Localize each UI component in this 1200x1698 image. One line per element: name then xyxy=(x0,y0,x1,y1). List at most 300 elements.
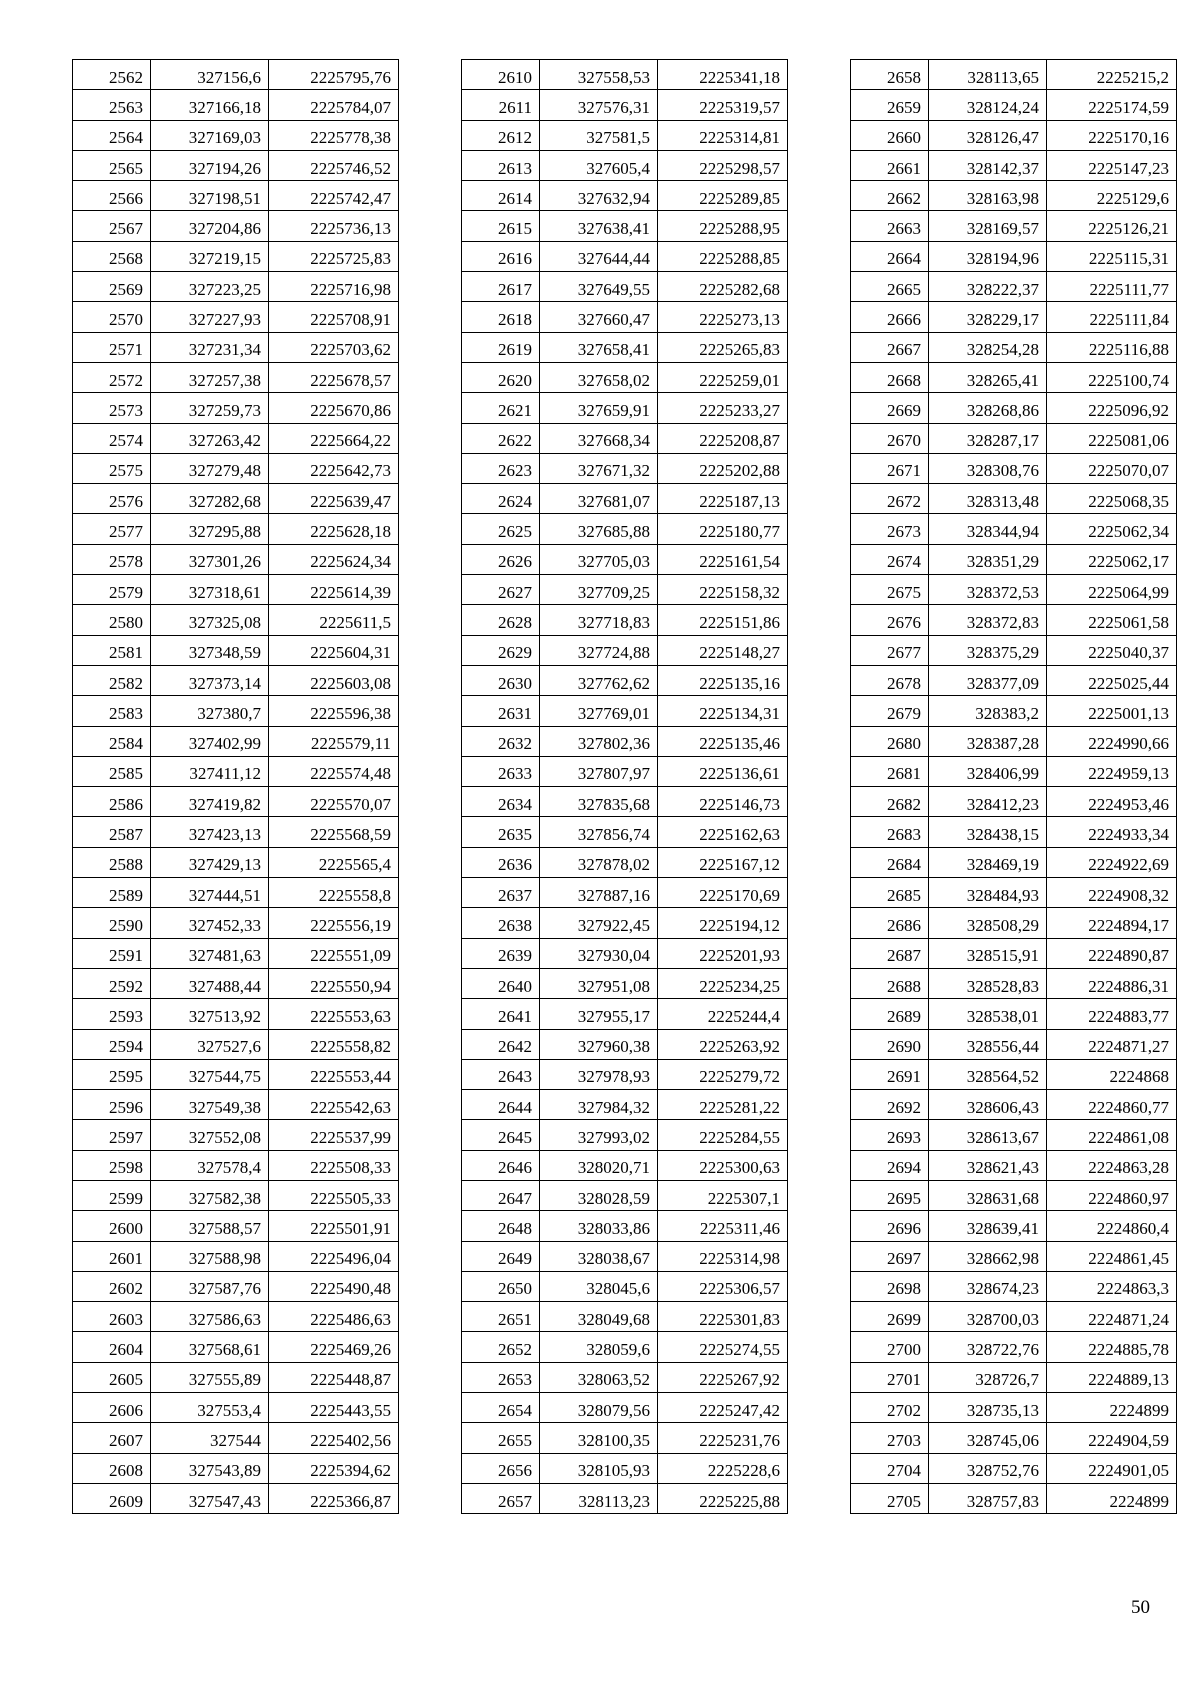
x-coordinate-cell: 327588,57 xyxy=(151,1211,269,1241)
x-coordinate-cell: 327402,99 xyxy=(151,726,269,756)
y-coordinate-cell: 2225231,76 xyxy=(658,1423,788,1453)
table-row xyxy=(462,726,788,756)
y-coordinate-cell: 2225081,06 xyxy=(1047,423,1177,453)
x-coordinate-cell: 328045,6 xyxy=(540,1271,658,1301)
point-number-cell: 2684 xyxy=(851,847,929,877)
x-coordinate-cell: 327955,17 xyxy=(540,999,658,1029)
y-coordinate-cell: 2225180,77 xyxy=(658,514,788,544)
table-row xyxy=(73,999,399,1029)
point-number-cell: 2597 xyxy=(73,1120,151,1150)
x-coordinate-cell: 328038,67 xyxy=(540,1241,658,1271)
table-row xyxy=(73,1302,399,1332)
point-number-cell: 2676 xyxy=(851,605,929,635)
y-coordinate-cell: 2225664,22 xyxy=(269,423,399,453)
table-row xyxy=(851,241,1177,271)
table-row xyxy=(851,1120,1177,1150)
point-number-cell: 2662 xyxy=(851,181,929,211)
table-row xyxy=(462,120,788,150)
y-coordinate-cell: 2225170,69 xyxy=(658,878,788,908)
table-row xyxy=(851,1241,1177,1271)
x-coordinate-cell: 327555,89 xyxy=(151,1362,269,1392)
y-coordinate-cell: 2225314,98 xyxy=(658,1241,788,1271)
table-row xyxy=(73,120,399,150)
y-coordinate-cell: 2225742,47 xyxy=(269,181,399,211)
x-coordinate-cell: 327835,68 xyxy=(540,787,658,817)
table-row xyxy=(851,1150,1177,1180)
point-number-cell: 2665 xyxy=(851,272,929,302)
point-number-cell: 2563 xyxy=(73,90,151,120)
x-coordinate-cell: 328508,29 xyxy=(929,908,1047,938)
table-row xyxy=(851,211,1177,241)
point-number-cell: 2702 xyxy=(851,1393,929,1423)
x-coordinate-cell: 327644,44 xyxy=(540,241,658,271)
point-number-cell: 2587 xyxy=(73,817,151,847)
y-coordinate-cell: 2225282,68 xyxy=(658,272,788,302)
y-coordinate-cell: 2225202,88 xyxy=(658,453,788,483)
table-row xyxy=(73,968,399,998)
y-coordinate-cell: 2225703,62 xyxy=(269,332,399,362)
point-number-cell: 2705 xyxy=(851,1483,929,1513)
table-row xyxy=(462,1241,788,1271)
x-coordinate-cell: 327930,04 xyxy=(540,938,658,968)
point-number-cell: 2635 xyxy=(462,817,540,847)
table-row xyxy=(462,1423,788,1453)
point-number-cell: 2577 xyxy=(73,514,151,544)
y-coordinate-cell: 2225001,13 xyxy=(1047,696,1177,726)
y-coordinate-cell: 2225126,21 xyxy=(1047,211,1177,241)
x-coordinate-cell: 327169,03 xyxy=(151,120,269,150)
point-number-cell: 2627 xyxy=(462,575,540,605)
point-number-cell: 2593 xyxy=(73,999,151,1029)
x-coordinate-cell: 327231,34 xyxy=(151,332,269,362)
x-coordinate-cell: 328377,09 xyxy=(929,665,1047,695)
x-coordinate-cell: 327380,7 xyxy=(151,696,269,726)
point-number-cell: 2686 xyxy=(851,908,929,938)
point-number-cell: 2656 xyxy=(462,1453,540,1483)
x-coordinate-cell: 328313,48 xyxy=(929,484,1047,514)
point-number-cell: 2584 xyxy=(73,726,151,756)
x-coordinate-cell: 328268,86 xyxy=(929,393,1047,423)
x-coordinate-cell: 327632,94 xyxy=(540,181,658,211)
point-number-cell: 2565 xyxy=(73,150,151,180)
x-coordinate-cell: 328126,47 xyxy=(929,120,1047,150)
point-number-cell: 2690 xyxy=(851,1029,929,1059)
x-coordinate-cell: 327856,74 xyxy=(540,817,658,847)
point-number-cell: 2592 xyxy=(73,968,151,998)
x-coordinate-cell: 328033,86 xyxy=(540,1211,658,1241)
y-coordinate-cell: 2225558,8 xyxy=(269,878,399,908)
x-coordinate-cell: 327444,51 xyxy=(151,878,269,908)
y-coordinate-cell: 2225486,63 xyxy=(269,1302,399,1332)
x-coordinate-cell: 328606,43 xyxy=(929,1090,1047,1120)
point-number-cell: 2605 xyxy=(73,1362,151,1392)
table-row xyxy=(851,878,1177,908)
x-coordinate-cell: 327513,92 xyxy=(151,999,269,1029)
y-coordinate-cell: 2225307,1 xyxy=(658,1180,788,1210)
point-number-cell: 2659 xyxy=(851,90,929,120)
x-coordinate-cell: 327411,12 xyxy=(151,756,269,786)
y-coordinate-cell: 2224883,77 xyxy=(1047,999,1177,1029)
table-row xyxy=(462,999,788,1029)
x-coordinate-cell: 327481,63 xyxy=(151,938,269,968)
table-row xyxy=(73,847,399,877)
y-coordinate-cell: 2225725,83 xyxy=(269,241,399,271)
x-coordinate-cell: 328613,67 xyxy=(929,1120,1047,1150)
table-row xyxy=(73,272,399,302)
table-row xyxy=(851,1453,1177,1483)
point-number-cell: 2562 xyxy=(73,60,151,90)
y-coordinate-cell: 2224863,28 xyxy=(1047,1150,1177,1180)
point-number-cell: 2606 xyxy=(73,1393,151,1423)
x-coordinate-cell: 327605,4 xyxy=(540,150,658,180)
point-number-cell: 2610 xyxy=(462,60,540,90)
y-coordinate-cell: 2225628,18 xyxy=(269,514,399,544)
point-number-cell: 2647 xyxy=(462,1180,540,1210)
x-coordinate-cell: 327204,86 xyxy=(151,211,269,241)
x-coordinate-cell: 328059,6 xyxy=(540,1332,658,1362)
point-number-cell: 2618 xyxy=(462,302,540,332)
x-coordinate-cell: 328752,76 xyxy=(929,1453,1047,1483)
y-coordinate-cell: 2225639,47 xyxy=(269,484,399,514)
x-coordinate-cell: 327681,07 xyxy=(540,484,658,514)
table-row xyxy=(462,302,788,332)
point-number-cell: 2595 xyxy=(73,1059,151,1089)
y-coordinate-cell: 2225111,77 xyxy=(1047,272,1177,302)
table-row xyxy=(462,1059,788,1089)
y-coordinate-cell: 2224871,27 xyxy=(1047,1029,1177,1059)
y-coordinate-cell: 2225537,99 xyxy=(269,1120,399,1150)
y-coordinate-cell: 2224953,46 xyxy=(1047,787,1177,817)
point-number-cell: 2663 xyxy=(851,211,929,241)
point-number-cell: 2683 xyxy=(851,817,929,847)
x-coordinate-cell: 328254,28 xyxy=(929,332,1047,362)
point-number-cell: 2576 xyxy=(73,484,151,514)
table-row xyxy=(462,665,788,695)
y-coordinate-cell: 2224860,77 xyxy=(1047,1090,1177,1120)
x-coordinate-cell: 328745,06 xyxy=(929,1423,1047,1453)
table-row xyxy=(851,544,1177,574)
table-row xyxy=(462,575,788,605)
x-coordinate-cell: 328406,99 xyxy=(929,756,1047,786)
x-coordinate-cell: 327257,38 xyxy=(151,362,269,392)
table-row xyxy=(462,514,788,544)
point-number-cell: 2600 xyxy=(73,1211,151,1241)
table-row xyxy=(851,1483,1177,1513)
y-coordinate-cell: 2225288,95 xyxy=(658,211,788,241)
point-number-cell: 2619 xyxy=(462,332,540,362)
x-coordinate-cell: 327295,88 xyxy=(151,514,269,544)
point-number-cell: 2675 xyxy=(851,575,929,605)
table-row xyxy=(851,938,1177,968)
table-row xyxy=(851,817,1177,847)
table-row xyxy=(851,423,1177,453)
table-row xyxy=(73,211,399,241)
table-row xyxy=(462,1393,788,1423)
y-coordinate-cell: 2225228,6 xyxy=(658,1453,788,1483)
y-coordinate-cell: 2225301,83 xyxy=(658,1302,788,1332)
x-coordinate-cell: 328556,44 xyxy=(929,1029,1047,1059)
table-row xyxy=(73,1362,399,1392)
y-coordinate-cell: 2224894,17 xyxy=(1047,908,1177,938)
y-coordinate-cell: 2225300,63 xyxy=(658,1150,788,1180)
y-coordinate-cell: 2225201,93 xyxy=(658,938,788,968)
y-coordinate-cell: 2225289,85 xyxy=(658,181,788,211)
point-number-cell: 2585 xyxy=(73,756,151,786)
table-row xyxy=(73,938,399,968)
point-number-cell: 2644 xyxy=(462,1090,540,1120)
point-number-cell: 2583 xyxy=(73,696,151,726)
table-row xyxy=(73,423,399,453)
point-number-cell: 2685 xyxy=(851,878,929,908)
x-coordinate-cell: 328113,23 xyxy=(540,1483,658,1513)
y-coordinate-cell: 2225778,38 xyxy=(269,120,399,150)
table-row xyxy=(462,847,788,877)
point-number-cell: 2589 xyxy=(73,878,151,908)
y-coordinate-cell: 2224860,97 xyxy=(1047,1180,1177,1210)
y-coordinate-cell: 2225115,31 xyxy=(1047,241,1177,271)
x-coordinate-cell: 328484,93 xyxy=(929,878,1047,908)
x-coordinate-cell: 328631,68 xyxy=(929,1180,1047,1210)
y-coordinate-cell: 2225135,16 xyxy=(658,665,788,695)
point-number-cell: 2588 xyxy=(73,847,151,877)
table-row xyxy=(73,241,399,271)
y-coordinate-cell: 2225225,88 xyxy=(658,1483,788,1513)
table-row xyxy=(73,635,399,665)
page-number: 50 xyxy=(1131,1597,1150,1618)
point-number-cell: 2668 xyxy=(851,362,929,392)
table-row xyxy=(462,60,788,90)
y-coordinate-cell: 2225448,87 xyxy=(269,1362,399,1392)
y-coordinate-cell: 2225208,87 xyxy=(658,423,788,453)
x-coordinate-cell: 327543,89 xyxy=(151,1453,269,1483)
y-coordinate-cell: 2225161,54 xyxy=(658,544,788,574)
table-row xyxy=(462,1453,788,1483)
x-coordinate-cell: 327547,43 xyxy=(151,1483,269,1513)
table-row xyxy=(851,575,1177,605)
point-number-cell: 2569 xyxy=(73,272,151,302)
table-row xyxy=(73,787,399,817)
point-number-cell: 2681 xyxy=(851,756,929,786)
y-coordinate-cell: 2225288,85 xyxy=(658,241,788,271)
x-coordinate-cell: 328515,91 xyxy=(929,938,1047,968)
point-number-cell: 2625 xyxy=(462,514,540,544)
y-coordinate-cell: 2225135,46 xyxy=(658,726,788,756)
x-coordinate-cell: 327549,38 xyxy=(151,1090,269,1120)
point-number-cell: 2594 xyxy=(73,1029,151,1059)
y-coordinate-cell: 2225784,07 xyxy=(269,90,399,120)
point-number-cell: 2632 xyxy=(462,726,540,756)
table-row xyxy=(462,150,788,180)
point-number-cell: 2607 xyxy=(73,1423,151,1453)
y-coordinate-cell: 2225551,09 xyxy=(269,938,399,968)
table-row xyxy=(851,302,1177,332)
y-coordinate-cell: 2225319,57 xyxy=(658,90,788,120)
point-number-cell: 2650 xyxy=(462,1271,540,1301)
x-coordinate-cell: 328229,17 xyxy=(929,302,1047,332)
y-coordinate-cell: 2225496,04 xyxy=(269,1241,399,1271)
table-row xyxy=(851,635,1177,665)
x-coordinate-cell: 327282,68 xyxy=(151,484,269,514)
x-coordinate-cell: 328662,98 xyxy=(929,1241,1047,1271)
point-number-cell: 2677 xyxy=(851,635,929,665)
table-row xyxy=(462,696,788,726)
x-coordinate-cell: 327544,75 xyxy=(151,1059,269,1089)
y-coordinate-cell: 2225111,84 xyxy=(1047,302,1177,332)
table-row xyxy=(851,787,1177,817)
x-coordinate-cell: 327544 xyxy=(151,1423,269,1453)
y-coordinate-cell: 2225568,59 xyxy=(269,817,399,847)
point-number-cell: 2651 xyxy=(462,1302,540,1332)
y-coordinate-cell: 2225215,2 xyxy=(1047,60,1177,90)
y-coordinate-cell: 2225736,13 xyxy=(269,211,399,241)
table-row xyxy=(462,878,788,908)
table-row xyxy=(462,211,788,241)
x-coordinate-cell: 327227,93 xyxy=(151,302,269,332)
point-number-cell: 2653 xyxy=(462,1362,540,1392)
table-row xyxy=(73,1090,399,1120)
x-coordinate-cell: 327587,76 xyxy=(151,1271,269,1301)
x-coordinate-cell: 327325,08 xyxy=(151,605,269,635)
x-coordinate-cell: 327685,88 xyxy=(540,514,658,544)
point-number-cell: 2626 xyxy=(462,544,540,574)
x-coordinate-cell: 327705,03 xyxy=(540,544,658,574)
x-coordinate-cell: 327984,32 xyxy=(540,1090,658,1120)
y-coordinate-cell: 2225162,63 xyxy=(658,817,788,847)
x-coordinate-cell: 328639,41 xyxy=(929,1211,1047,1241)
y-coordinate-cell: 2225061,58 xyxy=(1047,605,1177,635)
x-coordinate-cell: 328124,24 xyxy=(929,90,1047,120)
table-row xyxy=(73,1483,399,1513)
y-coordinate-cell: 2224959,13 xyxy=(1047,756,1177,786)
table-row xyxy=(462,1029,788,1059)
point-number-cell: 2580 xyxy=(73,605,151,635)
y-coordinate-cell: 2225274,55 xyxy=(658,1332,788,1362)
point-number-cell: 2701 xyxy=(851,1362,929,1392)
y-coordinate-cell: 2225025,44 xyxy=(1047,665,1177,695)
x-coordinate-cell: 327423,13 xyxy=(151,817,269,847)
point-number-cell: 2636 xyxy=(462,847,540,877)
table-row xyxy=(851,90,1177,120)
point-number-cell: 2648 xyxy=(462,1211,540,1241)
table-row xyxy=(73,362,399,392)
table-row xyxy=(851,665,1177,695)
x-coordinate-cell: 328287,17 xyxy=(929,423,1047,453)
y-coordinate-cell: 2225233,27 xyxy=(658,393,788,423)
table-row xyxy=(73,1271,399,1301)
y-coordinate-cell: 2225194,12 xyxy=(658,908,788,938)
table-row xyxy=(462,393,788,423)
point-number-cell: 2612 xyxy=(462,120,540,150)
point-number-cell: 2634 xyxy=(462,787,540,817)
point-number-cell: 2696 xyxy=(851,1211,929,1241)
point-number-cell: 2575 xyxy=(73,453,151,483)
x-coordinate-cell: 328265,41 xyxy=(929,362,1047,392)
y-coordinate-cell: 2225366,87 xyxy=(269,1483,399,1513)
coordinate-table-2 xyxy=(461,59,788,1514)
x-coordinate-cell: 328028,59 xyxy=(540,1180,658,1210)
table-row xyxy=(851,1059,1177,1089)
y-coordinate-cell: 2225553,63 xyxy=(269,999,399,1029)
x-coordinate-cell: 328412,23 xyxy=(929,787,1047,817)
table-row xyxy=(462,241,788,271)
y-coordinate-cell: 2225443,55 xyxy=(269,1393,399,1423)
x-coordinate-cell: 328105,93 xyxy=(540,1453,658,1483)
table-row xyxy=(73,696,399,726)
table-row xyxy=(73,1241,399,1271)
y-coordinate-cell: 2225096,92 xyxy=(1047,393,1177,423)
point-number-cell: 2622 xyxy=(462,423,540,453)
point-number-cell: 2596 xyxy=(73,1090,151,1120)
x-coordinate-cell: 327993,02 xyxy=(540,1120,658,1150)
x-coordinate-cell: 328169,57 xyxy=(929,211,1047,241)
table-row xyxy=(73,817,399,847)
table-row xyxy=(462,817,788,847)
y-coordinate-cell: 2225170,16 xyxy=(1047,120,1177,150)
table-row xyxy=(73,1059,399,1089)
x-coordinate-cell: 327671,32 xyxy=(540,453,658,483)
y-coordinate-cell: 2225505,33 xyxy=(269,1180,399,1210)
y-coordinate-cell: 2224863,3 xyxy=(1047,1271,1177,1301)
table-row xyxy=(462,1090,788,1120)
table-row xyxy=(73,181,399,211)
table-row xyxy=(462,484,788,514)
y-coordinate-cell: 2225716,98 xyxy=(269,272,399,302)
table-row xyxy=(462,1150,788,1180)
point-number-cell: 2567 xyxy=(73,211,151,241)
table-row xyxy=(73,1150,399,1180)
y-coordinate-cell: 2225553,44 xyxy=(269,1059,399,1089)
table-row xyxy=(73,665,399,695)
point-number-cell: 2694 xyxy=(851,1150,929,1180)
table-row xyxy=(73,726,399,756)
point-number-cell: 2624 xyxy=(462,484,540,514)
y-coordinate-cell: 2225134,31 xyxy=(658,696,788,726)
table-row xyxy=(462,1332,788,1362)
table-row xyxy=(851,999,1177,1029)
table-row xyxy=(73,332,399,362)
x-coordinate-cell: 327552,08 xyxy=(151,1120,269,1150)
x-coordinate-cell: 328538,01 xyxy=(929,999,1047,1029)
table-row xyxy=(851,332,1177,362)
table-row xyxy=(851,726,1177,756)
x-coordinate-cell: 328372,53 xyxy=(929,575,1047,605)
x-coordinate-cell: 328387,28 xyxy=(929,726,1047,756)
table-row xyxy=(73,908,399,938)
table-row xyxy=(851,968,1177,998)
y-coordinate-cell: 2225279,72 xyxy=(658,1059,788,1089)
y-coordinate-cell: 2225116,88 xyxy=(1047,332,1177,362)
x-coordinate-cell: 327553,4 xyxy=(151,1393,269,1423)
point-number-cell: 2590 xyxy=(73,908,151,938)
x-coordinate-cell: 327660,47 xyxy=(540,302,658,332)
y-coordinate-cell: 2225570,07 xyxy=(269,787,399,817)
point-number-cell: 2699 xyxy=(851,1302,929,1332)
y-coordinate-cell: 2225614,39 xyxy=(269,575,399,605)
point-number-cell: 2623 xyxy=(462,453,540,483)
y-coordinate-cell: 2225394,62 xyxy=(269,1453,399,1483)
table-row xyxy=(851,1302,1177,1332)
point-number-cell: 2609 xyxy=(73,1483,151,1513)
table-row xyxy=(462,605,788,635)
x-coordinate-cell: 327488,44 xyxy=(151,968,269,998)
x-coordinate-cell: 327960,38 xyxy=(540,1029,658,1059)
point-number-cell: 2698 xyxy=(851,1271,929,1301)
x-coordinate-cell: 328142,37 xyxy=(929,150,1047,180)
y-coordinate-cell: 2225234,25 xyxy=(658,968,788,998)
y-coordinate-cell: 2225273,13 xyxy=(658,302,788,332)
point-number-cell: 2571 xyxy=(73,332,151,362)
table-row xyxy=(73,393,399,423)
